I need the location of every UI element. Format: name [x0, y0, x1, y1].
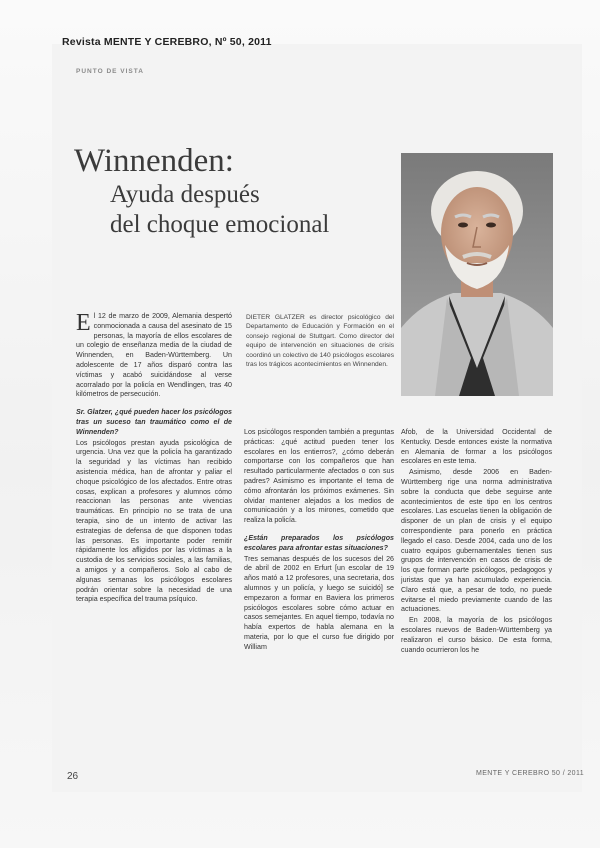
text-column-3 [401, 428, 552, 656]
article-title: Winnenden: [74, 143, 234, 179]
author-bio: DIETER GLATZER es director psicológico del Departamento de Educación y Formación en el consejo regional de Stuttgart. Como director del equipo de intervención en situaciones de crisis coordinó un colectivo de 140 psicólogos escolares tras los trágicos acontecimientos en Winnenden. [246, 314, 394, 369]
subtitle-line-2: del choque emocional [110, 211, 330, 238]
paragraph-col3-1: Afob, de la Universidad Occidental de Kentucky. Desde entonces existe la normativa en Alemania de formar a los psicólogos escolares en este tema. [401, 428, 552, 466]
text-column-1 [76, 312, 232, 606]
answer-1: Los psicólogos prestan ayuda psicológica de urgencia. Una vez que la policía ha garantizado la seguridad y las víctimas han recibido asistencia médica, han de afrontar y paliar el choque psicológico de los afectados. Entre otras cosas, explican a profesores y alumnos cómo reaccionan las personas ante vivencias traumáticas. En principio no se trata de una terapia, sino de un intento de activar las estrategias de defensa de que disponen todas las personas. Es importante poder remitir rápidamente los afligidos por las víctimas a la custodia de los servicios sociales, a las familias, a amigos y a compañeros. Solo al cabo de algunas semanas los psicólogos escolares podrán orientar sobre la necesidad de una terapia específica del trauma psíquico. [76, 438, 232, 604]
question-2: ¿Están preparados los psicólogos escolares para afrontar estas situaciones? [244, 533, 394, 552]
portrait-photo [401, 153, 553, 396]
intro-text: l 12 de marzo de 2009, Alemania despertó conmocionada a causa del asesinato de 15 personas, la mayoría de ellos escolares de un colegio de enseñanza media de la ciudad de Winnenden, en Baden-Württemberg. Un adolescente de 17 años disparó contra las víctimas y acabó suicidándose al verse acorralado por la policía en Wendlingen, tras 40 kilómetros de persecución. [76, 312, 232, 399]
drop-cap: E [76, 310, 91, 336]
article-subtitle [110, 180, 329, 240]
section-label: PUNTO DE VISTA [76, 68, 144, 75]
intro-paragraph [76, 312, 232, 400]
page-number: 26 [67, 771, 79, 782]
paragraph-col2-1: Los psicólogos responden también a preguntas prácticas: ¿qué actitud pueden tener los escolares en los entierros?, ¿cómo deberán comportarse con los compañeros que han resultado particularmente afectados o con sus padres? Asimismo es importante el tema de cómo afrontarán los próximos exámenes. Sin olvidar mantener alejados a los medios de comunicación y a los mirones, cometido que realiza la policía. [244, 428, 394, 525]
subtitle-line-1: Ayuda después [110, 181, 260, 208]
portrait-illustration [401, 153, 553, 396]
paragraph-col3-2: Asimismo, desde 2006 en Baden-Württemberg rige una norma administrativa sobre la conducta que debe seguirse ante acontecimientos de este tipo en los centros escolares. Las escuelas tienen la obligación de disponer de un plan de crisis y el equipo correspondiente para ponerlo en práctica llegado el caso. Desde 2004, cada uno de los cuatro equipos gubernamentales tienen sus grupos de intervención en casos de crisis de los que forman parte psicólogos, pedagogos y juristas que ya han acumulado experiencia. Claro está que, a pesar de todo, no puede evitarse el miedo previamente cuando de las actuaciones. [401, 468, 552, 614]
text-column-2 [244, 428, 394, 654]
journal-footer: MENTE Y CEREBRO 50 / 2011 [476, 770, 585, 777]
question-1: Sr. Glatzer, ¿qué pueden hacer los psicólogos tras un suceso tan traumático como el de Winnenden? [76, 408, 232, 436]
source-citation: Revista MENTE Y CEREBRO, Nº 50, 2011 [62, 36, 272, 48]
paragraph-col3-3: En 2008, la mayoría de los psicólogos escolares nuevos de Baden-Württemberg ya realizaron el curso básico. De esta forma, cuando ocurrieron los he [401, 616, 552, 654]
paragraph-col2-2: Tres semanas después de los sucesos del 26 de abril de 2002 en Erfurt [un escolar de 19 años mató a 12 profesores, una secretaria, dos alumnos y un policía, y luego se suicidó] se empezaron a formar en Baviera los primeros psicólogos escolares sobre cómo actuar en casos semejantes. En aquel tiempo, todavía no había expertos de habla alemana en la materia, por lo que el curso fue dirigido por William [244, 554, 394, 651]
